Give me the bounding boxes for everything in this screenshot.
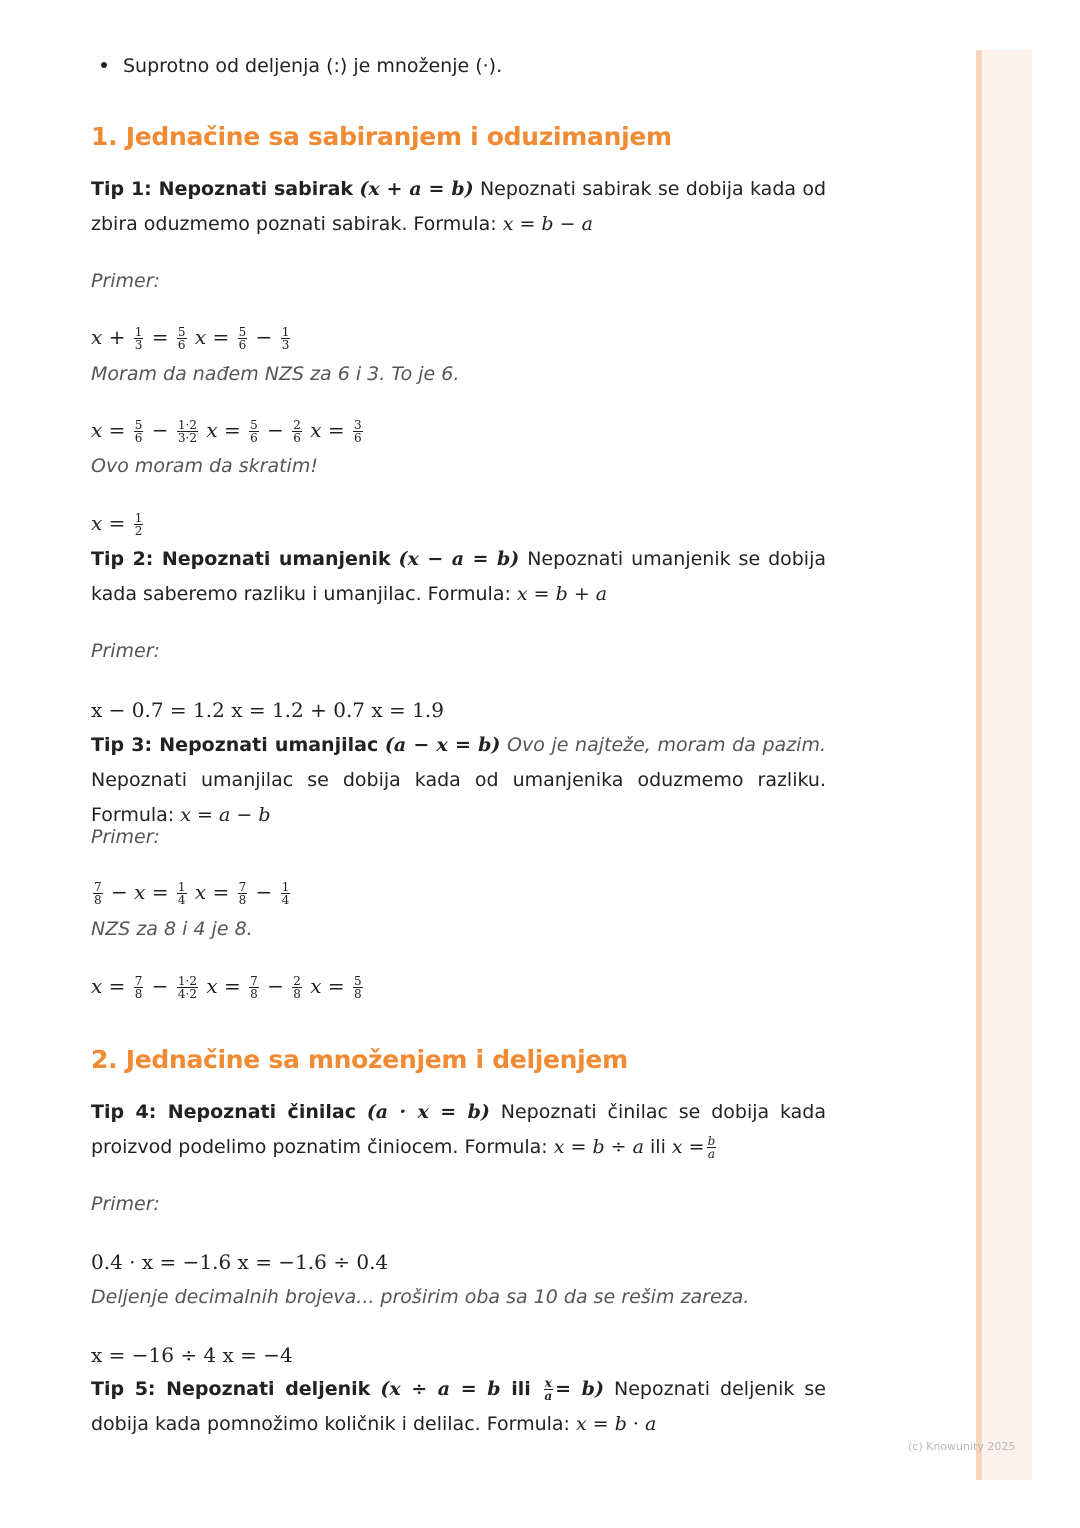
equation-4b: x = −16 ÷ 4 x = −4 [91,1343,293,1367]
tip-4-text: Nepoznati činilac se dobija kada proizvod podelimo poznatim činiocem. Formula: [91,1101,826,1158]
tip-1-label: Tip 1: Nepoznati sabirak [91,178,354,200]
tip-2-label: Tip 2: Nepoznati umanjenik [91,548,391,570]
primer-label-1: Primer: [91,270,160,292]
tip-5-formula: x = b · a [576,1413,657,1435]
tip-3-inline-formula: (a − x = b) [384,734,501,756]
equation-1c: x = $\frac{1}{2}$ [91,511,143,538]
bullet-item [101,52,502,80]
primer-label-3: Primer: [91,826,160,848]
tip-4-inline-formula: (a · x = b) [366,1101,490,1123]
tip-4-fraction: $\frac{b}{a}$ [707,1134,716,1161]
tip-1-inline-formula: (x + a = b) [359,178,474,200]
tip-2-inline-formula: (x − a = b) [398,548,520,570]
tip-3-formula: x = a − b [180,804,271,826]
primer-label-4: Primer: [91,1193,160,1215]
tip-4-fraction-formula: x = [671,1136,705,1158]
bullet-text: Suprotno od deljenja (:) je množenje (·). [123,55,503,77]
tip-1-paragraph [91,172,826,242]
tip-1-formula: x = b − a [502,213,593,235]
section-heading-2: 2. Jednačine sa množenjem i deljenjem [91,1045,628,1074]
primer-label-2: Primer: [91,640,160,662]
tip-2-formula: x = b + a [516,583,608,605]
tip-2-paragraph [91,542,826,612]
equation-1a: x + $\frac{1}{3}$ = $\frac{5}{6}$ x = $\frac{5}{6}$ − $\frac{1}{3}$ [91,325,290,352]
tip-3-paragraph [91,728,826,833]
note-4a: Deljenje decimalnih brojeva... proširim oba sa 10 da se rešim zareza. [91,1286,750,1308]
note-1a: Moram da nađem NZS za 6 i 3. To je 6. [91,363,460,385]
tip-3-note: Ovo je najteže, moram da pazim. [507,734,826,756]
tip-5-or: ili [511,1378,531,1400]
section-heading-1: 1. Jednačine sa sabiranjem i oduzimanjem [91,122,672,151]
tip-3-text: Nepoznati umanjilac se dobija kada od umanjenika oduzmemo razliku. Formula: [91,769,826,826]
tip-5-label: Tip 5: Nepoznati deljenik [91,1378,371,1400]
note-3a: NZS za 8 i 4 je 8. [91,918,253,940]
margin-line [976,50,982,1480]
page-margin-decoration [976,50,1032,1480]
tip-3-label: Tip 3: Nepoznati umanjilac [91,734,379,756]
tip-5-inline-formula-b: = b) [555,1378,604,1400]
tip-5-text: Nepoznati deljenik se dobija kada pomnožimo količnik i delilac. Formula: [91,1378,826,1435]
copyright-footer: (c) Knowunity 2025 [908,1440,1016,1453]
tip-5-fraction: $\frac{x}{a}$ [544,1376,553,1403]
tip-2-text: Nepoznati umanjenik se dobija kada saberemo razliku i umanjilac. Formula: [91,548,827,605]
equation-1b: x = $\frac{5}{6}$ − $\frac{1\cdot 2}{3\cdot 2}$ x = $\frac{5}{6}$ − $\frac{2}{6}$ x = $\frac{3}{6}$ [91,418,362,445]
equation-3a: $\frac{7}{8}$ − x = $\frac{1}{4}$ x = $\frac{7}{8}$ − $\frac{1}{4}$ [94,880,290,907]
tip-5-paragraph [91,1372,826,1442]
tip-1-text: Nepoznati sabirak se dobija kada od zbira oduzmemo poznati sabirak. Formula: [91,178,827,235]
equation-4a: 0.4 · x = −1.6 x = −1.6 ÷ 0.4 [91,1250,389,1274]
tip-4-formula: x = b ÷ a [553,1136,644,1158]
tip-4-paragraph [91,1095,826,1165]
tip-4-label: Tip 4: Nepoznati činilac [91,1101,356,1123]
equation-2: x − 0.7 = 1.2 x = 1.2 + 0.7 x = 1.9 [91,698,444,722]
tip-5-inline-formula-a: (x ÷ a = b [380,1378,501,1400]
equation-3b: x = $\frac{7}{8}$ − $\frac{1\cdot 2}{4\cdot 2}$ x = $\frac{7}{8}$ − $\frac{2}{8}$ x = $\frac{5}{8}$ [91,974,362,1001]
note-1b: Ovo moram da skratim! [91,455,318,477]
bullet-dot [101,62,107,68]
tip-4-or: ili [650,1136,666,1158]
